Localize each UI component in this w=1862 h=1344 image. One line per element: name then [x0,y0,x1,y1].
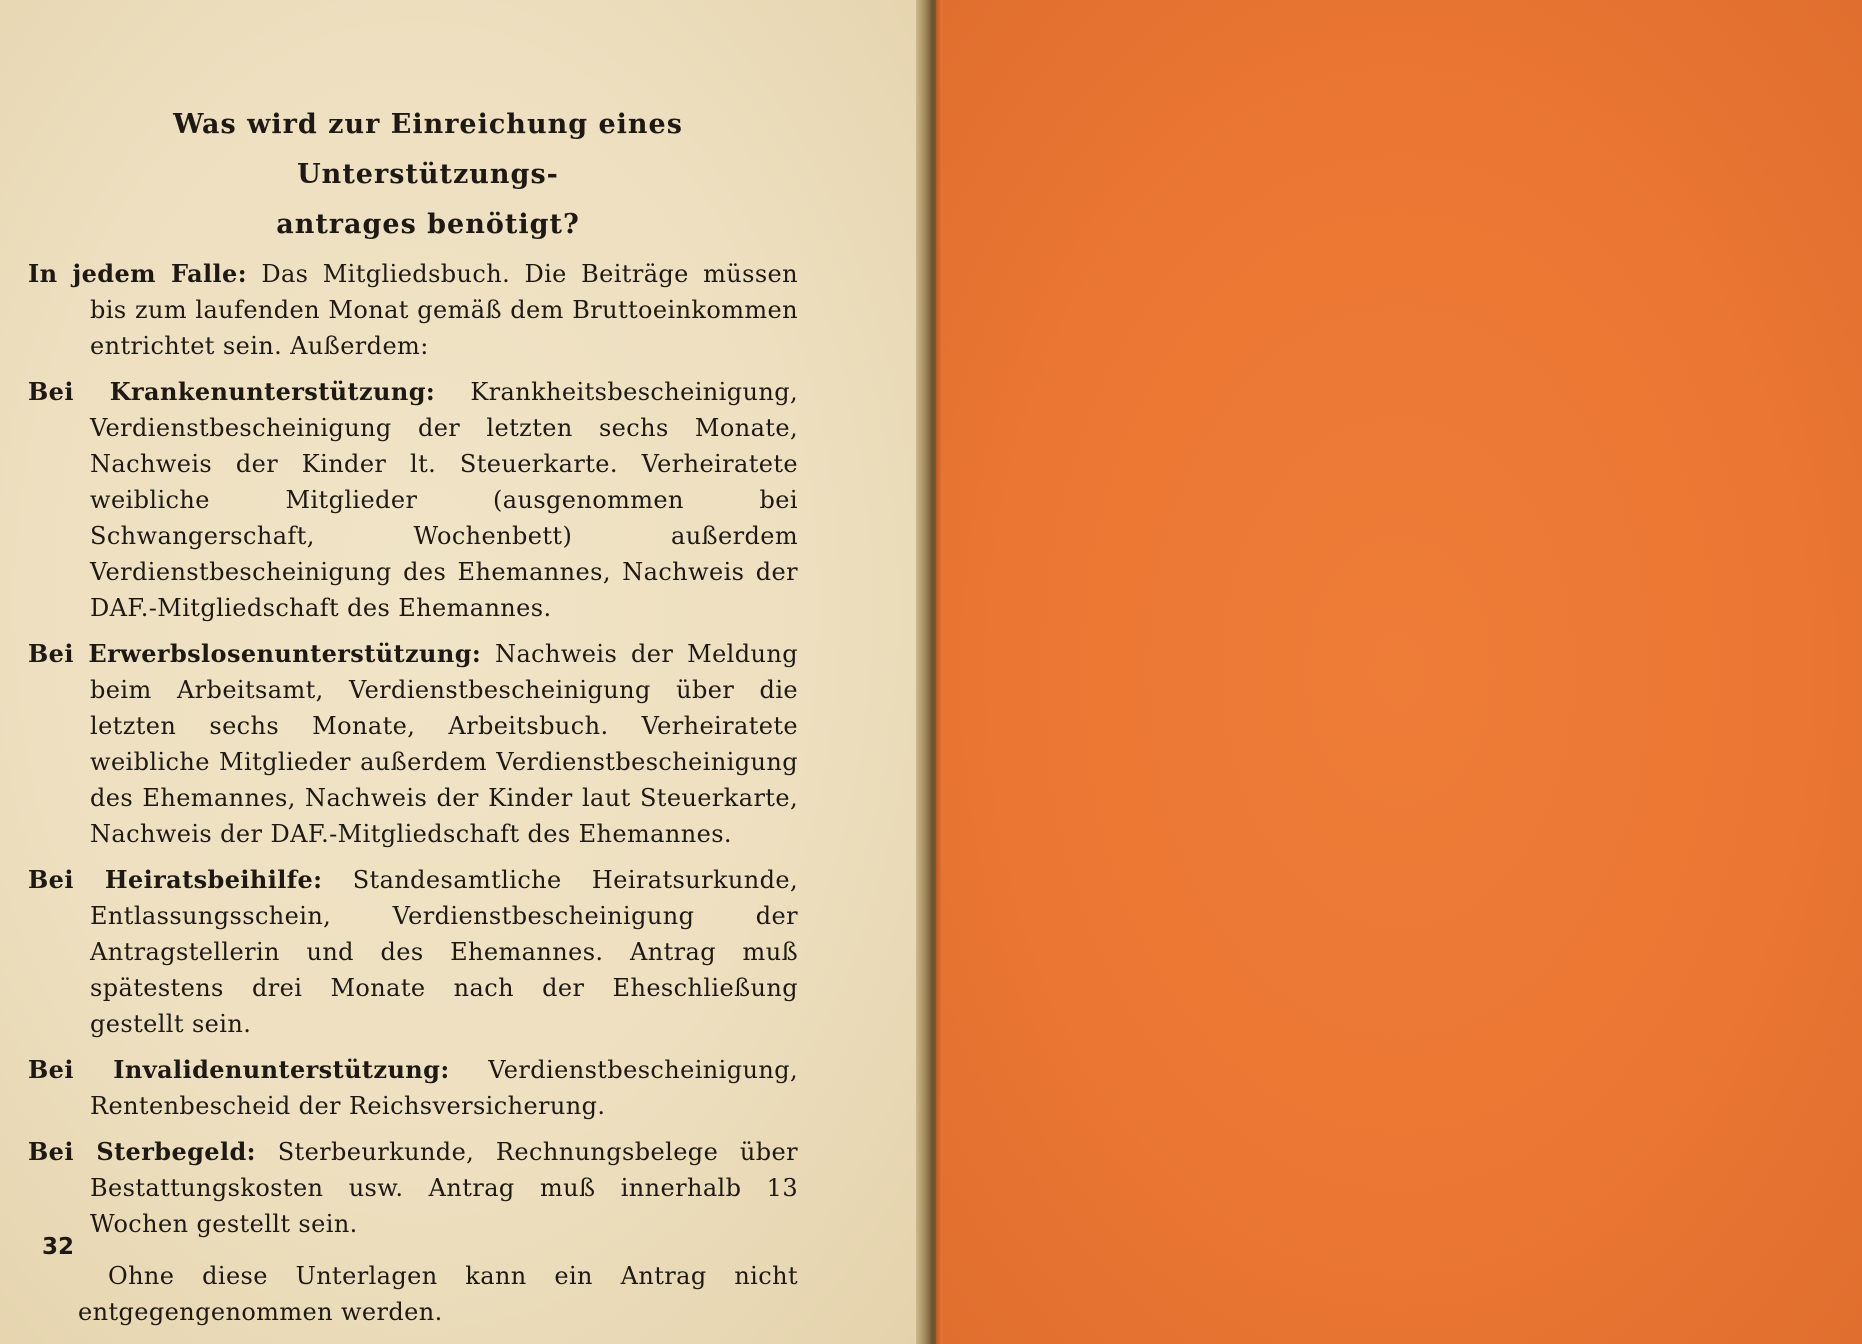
section-label: Bei Heiratsbeihilfe: [28,865,323,894]
section-label: Bei Invalidenunterstützung: [28,1055,450,1084]
section-text: Standesamtliche Heiratsurkunde, Entlassungsschein, Verdienstbescheinigung der Antragstellerin und des Ehemannes. Antrag muß spätestens drei Monate nach der Eheschließung gestellt sein. [90,866,799,1038]
page-title [28,100,798,250]
text-block [28,100,798,1330]
section-text: Sterbeurkunde, Rechnungsbelege über Bestattungskosten usw. Antrag muß innerhalb 13 Wochen gestellt sein. [90,1138,799,1238]
section-label: In jedem Falle: [28,259,247,288]
title-line-2: antrages benötigt? [276,209,580,240]
right-page-orange [936,0,1862,1344]
section-label: Bei Erwerbslosenunterstützung: [28,639,482,668]
page-number: 32 [42,1234,75,1260]
closing-note: Ohne diese Unterlagen kann ein Antrag nicht entgegengenommen werden. [78,1262,798,1326]
section-erwerbslosenunterstuetzung [28,636,798,852]
section-label: Bei Krankenunterstützung: [28,377,436,406]
right-page-edge [936,0,942,1344]
section-text: Krankheitsbescheinigung, Verdienstbescheinigung der letzten sechs Monate, Nachweis der Kinder lt. Steuerkarte. Verheiratete weibliche Mitglieder (ausgenommen bei Schwangerschaft, Wochenbett) außerdem Verdienstbescheinigung des Ehemannes, Nachweis der DAF.-Mitgliedschaft des Ehemannes. [90,378,798,622]
section-heiratsbeihilfe [28,862,798,1042]
book-gutter [916,0,938,1344]
left-page [0,0,926,1344]
section-in-jedem-falle [28,256,798,364]
section-label: Bei Sterbegeld: [28,1137,256,1166]
title-line-1: Was wird zur Einreichung eines Unterstützungs- [173,109,683,190]
section-krankenunterstuetzung [28,374,798,626]
section-text: Verdienstbescheinigung, Rentenbescheid der Reichsversicherung. [90,1056,799,1120]
section-text: Nachweis der Meldung beim Arbeitsamt, Verdienstbescheinigung über die letzten sechs Monate, Arbeitsbuch. Verheiratete weibliche Mitglieder außerdem Verdienstbescheinigung des Ehemannes, Nachweis der Kinder laut Steuerkarte, Nachweis der DAF.-Mitgliedschaft des Ehemannes. [90,640,798,848]
section-sterbegeld [28,1134,798,1242]
section-text: Das Mitgliedsbuch. Die Beiträge müssen bis zum laufenden Monat gemäß dem Bruttoeinkommen entrichtet sein. Außerdem: [90,260,798,360]
section-invalidenunterstuetzung [28,1052,798,1124]
